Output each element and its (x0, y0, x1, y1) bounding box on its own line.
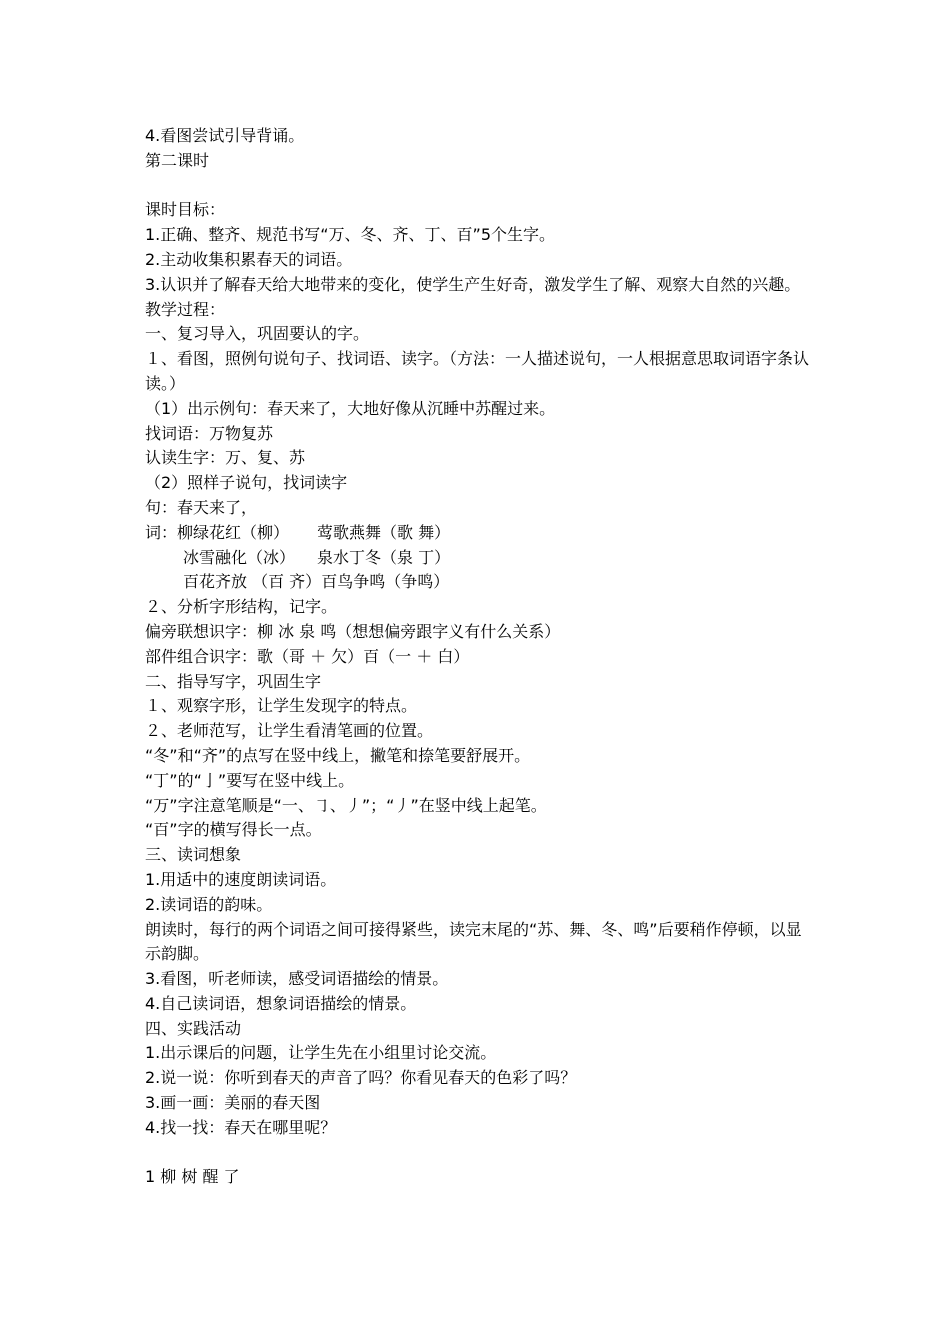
lesson-heading: 第二课时 (145, 150, 210, 170)
text-line: 2.主动收集积累春天的词语。 (145, 249, 353, 269)
text-line: 一、复习导入，巩固要认的字。 (145, 324, 370, 344)
text-line: 2.说一说：你听到春天的声音了吗？你看见春天的色彩了吗？ (145, 1068, 577, 1088)
text-line: 3.画一画：美丽的春天图 (145, 1093, 321, 1113)
text-line: 3.看图，听老师读，感受词语描绘的情景。 (145, 969, 449, 989)
word-row (145, 521, 815, 546)
word-row-first: 词：柳绿花红（柳） (145, 522, 290, 542)
section-heading: 教学过程： (145, 299, 226, 319)
text-line: “丁”的“亅”要写在竖中线上。 (145, 770, 355, 790)
word-row-second: 莺歌燕舞（歌 舞） (317, 522, 451, 542)
word-row-second: 泉水丁冬（泉 丁） (317, 547, 451, 567)
text-line: 1.出示课后的问题，让学生先在小组里讨论交流。 (145, 1043, 497, 1063)
word-row (145, 570, 815, 595)
blank-line (145, 174, 815, 199)
blank-line (145, 1141, 815, 1166)
text-line: （2）照样子说句，找词读字 (145, 473, 348, 493)
word-row (145, 546, 815, 571)
text-line: “百”字的横写得长一点。 (145, 820, 322, 840)
word-row-first: 冰雪融化（冰） (183, 547, 296, 567)
lesson-title: 1 柳 树 醒 了 (145, 1167, 240, 1187)
document-body (145, 124, 815, 1190)
text-paragraph: １、看图，照例句说句子、找词语、读字。（方法：一人描述说句，一人根据意思取词语字条认读。） (145, 349, 810, 393)
text-line: 认读生字：万、复、苏 (145, 448, 306, 468)
text-line: １、观察字形，让学生发现字的特点。 (145, 696, 418, 716)
text-paragraph: 3.认识并了解春天给大地带来的变化，使学生产生好奇，激发学生了解、观察大自然的兴趣。 (145, 274, 801, 294)
text-line: ２、分析字形结构，记字。 (145, 597, 338, 617)
text-line: 1.正确、整齐、规范书写“万、冬、齐、丁、百”5个生字。 (145, 225, 556, 245)
text-line: ２、老师范写，让学生看清笔画的位置。 (145, 721, 434, 741)
text-line: 4.看图尝试引导背诵。 (145, 126, 305, 145)
text-paragraph: 朗读时，每行的两个词语之间可接得紧些，读完末尾的“苏、舞、冬、鸣”后要稍作停顿，以显示韵脚。 (145, 919, 802, 964)
text-line: 二、指导写字，巩固生字 (145, 671, 322, 691)
text-line: 四、实践活动 (145, 1018, 242, 1038)
text-line: 偏旁联想识字：柳 冰 泉 鸣（想想偏旁跟字义有什么关系） (145, 621, 561, 641)
word-row-second: 百鸟争鸣（争鸣） (321, 572, 450, 592)
text-line: 三、读词想象 (145, 845, 242, 865)
word-row-first: 百花齐放 （百 齐） (183, 572, 322, 592)
text-line: 句：春天来了， (145, 497, 258, 517)
section-heading: 课时目标： (145, 200, 226, 220)
text-line: “万”字注意笔顺是“一、㇆、丿”；“丿”在竖中线上起笔。 (145, 795, 547, 815)
text-line: 找词语：万物复苏 (145, 423, 274, 443)
text-line: （1）出示例句：春天来了，大地好像从沉睡中苏醒过来。 (145, 398, 556, 418)
text-line: 4.自己读词语，想象词语描绘的情景。 (145, 993, 417, 1013)
text-line: 1.用适中的速度朗读词语。 (145, 869, 337, 889)
text-line: 部件组合识字：歌（哥 ＋ 欠）百（一 ＋ 白） (145, 646, 470, 666)
text-line: 4.找一找：春天在哪里呢？ (145, 1117, 337, 1137)
text-line: “冬”和“齐”的点写在竖中线上，撇笔和捺笔要舒展开。 (145, 745, 531, 765)
text-line: 2.读词语的韵味。 (145, 894, 273, 914)
